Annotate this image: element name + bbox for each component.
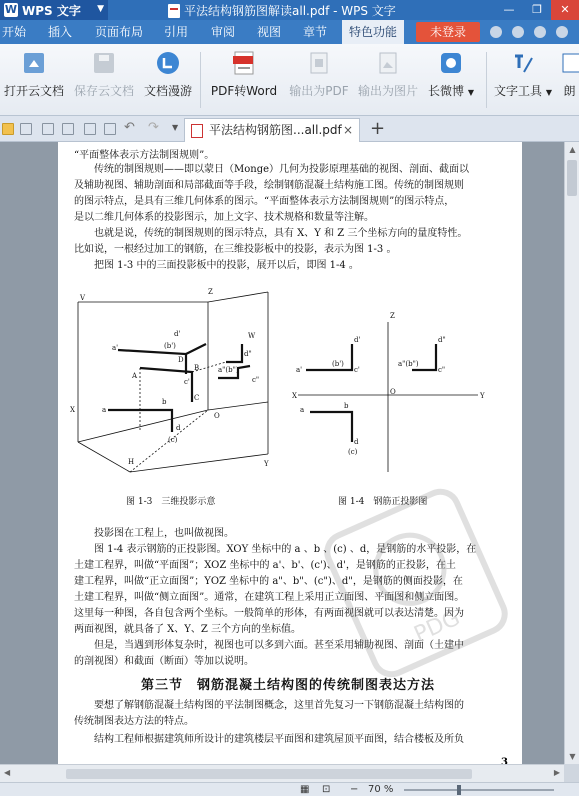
- chevron-down-icon[interactable]: ▼: [467, 88, 474, 97]
- menu-review[interactable]: 审阅: [211, 25, 236, 39]
- ribbon-toolbar: [0, 44, 579, 116]
- text-tools-button[interactable]: [492, 50, 554, 110]
- minimize-icon[interactable]: —: [503, 3, 515, 16]
- close-window-icon[interactable]: ✕: [551, 0, 579, 20]
- label-a: a: [102, 406, 107, 414]
- paragraph-2-line-4: 是以二维几何体系的投影图示，加上文字、技术规格和数量等注解。: [74, 212, 374, 223]
- horizontal-scrollbar[interactable]: [0, 764, 564, 782]
- label-a-prime: a': [112, 344, 119, 352]
- window-title: [168, 2, 396, 19]
- pdf-to-word-label: PDF转Word: [210, 84, 278, 98]
- paragraph-6-line-2: 土建工程界，叫做“平面图”；XOZ 坐标中的 a'、b'、(c')、d'，是钢筋的正投影，在土: [74, 560, 456, 571]
- label-c-prime: c': [184, 378, 190, 386]
- paragraph-8-line-2: 传统制图表达方法的特点。: [74, 716, 194, 727]
- export-pdf-button[interactable]: [286, 50, 352, 110]
- tab-document-label: 平法结构钢筋图...all.pdf: [209, 123, 342, 137]
- long-weibo-label: 长微博: [428, 84, 465, 98]
- long-weibo-button[interactable]: [426, 50, 476, 110]
- menu-insert[interactable]: 插入: [48, 25, 73, 39]
- quick-access-tab-bar: [0, 116, 579, 142]
- scroll-left-icon[interactable]: ◀: [4, 768, 11, 777]
- label-o-2: O: [390, 388, 396, 396]
- export-pdf-icon: [306, 50, 332, 76]
- view-mode-icon[interactable]: ▦: [300, 784, 310, 795]
- doc-roam-button[interactable]: [140, 50, 196, 110]
- undo-icon[interactable]: ↶: [124, 120, 135, 135]
- label-b-2: b: [344, 402, 349, 410]
- horizontal-scroll-thumb[interactable]: [66, 769, 472, 779]
- export-pdf-label: 输出为PDF: [289, 84, 349, 98]
- paragraph-2-line-3: 的图示特点，是具有三维几何体系的图示。“平面整体表示方法制图规则”的图示特点，: [74, 196, 455, 207]
- app-menu-button[interactable]: [0, 0, 108, 20]
- zoom-slider[interactable]: [404, 789, 554, 791]
- paragraph-7-line-1: 但是，当遇到形体复杂时，视图也可以多到六面。甚至采用辅助视图、剖面（土建中: [94, 640, 464, 651]
- share-icon[interactable]: [512, 26, 524, 38]
- zoom-slider-knob[interactable]: [457, 785, 461, 795]
- label-a-prime-2: a': [296, 366, 303, 374]
- label-w: W: [248, 332, 256, 340]
- login-button[interactable]: 未登录: [416, 22, 480, 42]
- label-c-prime-2: c': [354, 366, 360, 374]
- zoom-level: 70 %: [368, 784, 394, 795]
- text-tools-label: 文字工具: [494, 84, 543, 98]
- format-painter-icon[interactable]: [104, 123, 116, 135]
- figure-1-4-caption: 图 1-4 钢筋正投影图: [338, 497, 428, 507]
- open-cloud-doc-label: 打开云文档: [3, 84, 64, 98]
- paragraph-6-line-4: 土建工程界，叫做“侧立面图”。通常，在建筑工程上采用正立面图、平面图和侧立面图。: [74, 592, 465, 603]
- pdf-icon: [231, 50, 257, 76]
- label-y: Y: [264, 460, 269, 468]
- figure-1-3-caption: 图 1-3 三维投影示意: [126, 497, 216, 507]
- export-image-icon: [375, 50, 401, 76]
- customize-toolbar-icon[interactable]: ▼: [172, 123, 179, 132]
- label-c-double-prime: c": [252, 376, 260, 384]
- redo-icon[interactable]: ↷: [148, 120, 159, 135]
- label-z-2: Z: [390, 312, 395, 320]
- paragraph-6-line-5: 这里每一种图，各自包含两个坐标。一般简单的形体，有两面视图就可以表达清楚。因为: [74, 608, 464, 619]
- watermark-text: PDG: [410, 605, 464, 648]
- section-title: 第三节 钢筋混凝土结构图的传统制图表达方法: [140, 678, 435, 693]
- tab-document[interactable]: [184, 118, 360, 142]
- scroll-down-icon[interactable]: ▼: [569, 752, 576, 761]
- figure-1-4-labels: [292, 312, 485, 456]
- vertical-scrollbar[interactable]: [564, 142, 579, 764]
- paragraph-3-line-1: 也就是说，传统的制图规则的图示特点，具有 X、Y 和 Z 三个坐标方向的量度特性。: [94, 228, 468, 239]
- label-a-double-prime: a"(b"): [218, 366, 239, 374]
- pdf-file-icon: [168, 4, 180, 18]
- paragraph-9: 结构工程师根据建筑师所设计的建筑楼层平面图和建筑屋顶平面图，结合楼板及所负: [94, 734, 464, 745]
- label-c: (c): [168, 436, 178, 444]
- cloud-roam-icon: [155, 50, 181, 76]
- close-tab-icon[interactable]: ×: [342, 123, 353, 137]
- menu-references[interactable]: 引用: [164, 25, 189, 39]
- document-title: 平法结构钢筋图解读all.pdf - WPS 文字: [184, 4, 396, 18]
- label-C: C: [194, 394, 200, 402]
- open-cloud-doc-button[interactable]: [2, 50, 66, 110]
- export-image-label: 输出为图片: [357, 84, 418, 98]
- menu-chapter[interactable]: 章节: [303, 25, 328, 39]
- label-x: X: [70, 406, 75, 414]
- skin-icon[interactable]: [490, 26, 502, 38]
- paragraph-7-line-2: 的剖视图）和截面（断面）等加以说明。: [74, 656, 254, 667]
- paragraph-6-line-1: 图 1-4 表示钢筋的正投影图。XOY 坐标中的 a 、b 、(c) 、d，是钢筋的水平投影，在: [94, 544, 477, 555]
- figure-1-3-labels: [70, 288, 269, 468]
- vertical-scroll-thumb[interactable]: [567, 160, 577, 196]
- zoom-out-icon[interactable]: −: [350, 784, 359, 795]
- title-bar: [0, 0, 579, 20]
- cloud-open-icon: [21, 50, 47, 76]
- open-folder-icon[interactable]: [2, 123, 14, 135]
- print-preview-icon[interactable]: [84, 123, 96, 135]
- label-B: B: [194, 364, 200, 372]
- maximize-icon[interactable]: ❐: [532, 3, 542, 16]
- label-d-double-prime-2: d": [438, 336, 446, 344]
- label-b-prime: (b'): [164, 342, 176, 350]
- ribbon-separator: [200, 52, 201, 108]
- paragraph-5: 投影图在工程上，也叫做视图。: [94, 528, 234, 539]
- label-c-2: (c): [348, 448, 358, 456]
- paragraph-6-line-3: 建工程界，叫做“正立面图”；YOZ 坐标中的 a"、b"、(c")、d"，是钢筋的侧面投影，在: [74, 576, 463, 587]
- label-h: H: [128, 458, 135, 466]
- label-d-prime-2: d': [354, 336, 361, 344]
- menu-view[interactable]: 视图: [257, 25, 282, 39]
- label-z: Z: [208, 288, 213, 296]
- wps-logo-icon: W: [4, 3, 18, 16]
- save-icon[interactable]: [20, 123, 32, 135]
- label-y-2: Y: [480, 392, 485, 400]
- status-bar: [0, 782, 579, 796]
- text-tools-icon: [510, 50, 536, 76]
- pdf-to-word-button[interactable]: [206, 50, 282, 110]
- export-image-button[interactable]: [354, 50, 422, 110]
- page-number: 3: [501, 757, 508, 764]
- weibo-icon: [438, 50, 464, 76]
- document-page[interactable]: [58, 142, 522, 764]
- paragraph-2-line-1: 传统的制图规则——即以蒙日（Monge）几何为投影原理基础的视图、剖面、截面以: [94, 164, 470, 175]
- scroll-up-icon[interactable]: ▲: [569, 145, 576, 154]
- paragraph-8-line-1: 要想了解钢筋混凝土结构图的平法制图概念，这里首先复习一下钢筋混凝土结构图的: [94, 700, 464, 711]
- menu-special-features[interactable]: 特色功能: [342, 20, 404, 44]
- label-c-double-prime-2: c": [438, 366, 446, 374]
- label-D: D: [178, 356, 184, 364]
- save-cloud-doc-label: 保存云文档: [73, 84, 134, 98]
- new-tab-button[interactable]: +: [370, 118, 386, 139]
- label-a-double-prime-2: a"(b"): [398, 360, 419, 368]
- figure-1-4-orthographic: [298, 322, 478, 472]
- label-a-2: a: [300, 406, 305, 414]
- print-icon[interactable]: [62, 123, 74, 135]
- label-v: V: [80, 294, 86, 302]
- label-d-double-prime: d": [244, 350, 252, 358]
- menu-page-layout[interactable]: 页面布局: [95, 25, 144, 39]
- pdf-file-icon: [191, 124, 203, 138]
- label-o: O: [214, 412, 220, 420]
- doc-roam-label: 文档漫游: [143, 84, 192, 98]
- label-d: d: [176, 424, 181, 432]
- label-b: b: [162, 398, 167, 406]
- ribbon-separator: [486, 52, 487, 108]
- paragraph-2-line-2: 及辅助视图、辅助剖面和局部截面等手段，绘制钢筋混凝土结构施工图。传统的制图规则: [74, 180, 464, 191]
- figure-1-3-3d-projection: [78, 292, 268, 472]
- save-cloud-doc-button[interactable]: [72, 50, 136, 110]
- scroll-right-icon[interactable]: ▶: [553, 768, 560, 777]
- label-x-2: X: [292, 392, 297, 400]
- cloud-save-icon: [91, 50, 117, 76]
- chevron-down-icon[interactable]: ▼: [97, 4, 104, 14]
- paragraph-1: “平面整体表示方法制图规则”。: [74, 150, 215, 161]
- label-b-prime-2: (b'): [332, 360, 344, 368]
- figures-1-3-and-1-4: [68, 282, 508, 482]
- label-d-2: d: [354, 438, 359, 446]
- chevron-down-icon[interactable]: ▼: [545, 88, 552, 97]
- export-icon[interactable]: [42, 123, 54, 135]
- paragraph-3-line-2: 比如说，一根经过加工的钢筋，在三维投影板中的投影，表示为图 1-3 。: [74, 244, 397, 255]
- paragraph-4: 把图 1-3 中的三面投影板中的投影，展开以后，即图 1-4 。: [94, 260, 359, 271]
- document-area: [0, 142, 564, 764]
- fit-page-icon[interactable]: ⊡: [322, 784, 331, 795]
- paragraph-6-line-6: 两面视图，就具备了 X、Y、Z 三个方向的坐标值。: [74, 624, 302, 635]
- settings-icon[interactable]: [534, 26, 546, 38]
- menu-home[interactable]: 开始: [2, 25, 27, 39]
- read-aloud-icon: [560, 50, 579, 76]
- read-aloud-label: 朗: [563, 84, 576, 98]
- label-d-prime: d': [174, 330, 181, 338]
- app-name: WPS 文字: [22, 3, 81, 18]
- label-A: A: [132, 372, 138, 380]
- help-icon[interactable]: [556, 26, 568, 38]
- read-aloud-button[interactable]: [560, 50, 579, 110]
- menu-bar: [0, 20, 579, 44]
